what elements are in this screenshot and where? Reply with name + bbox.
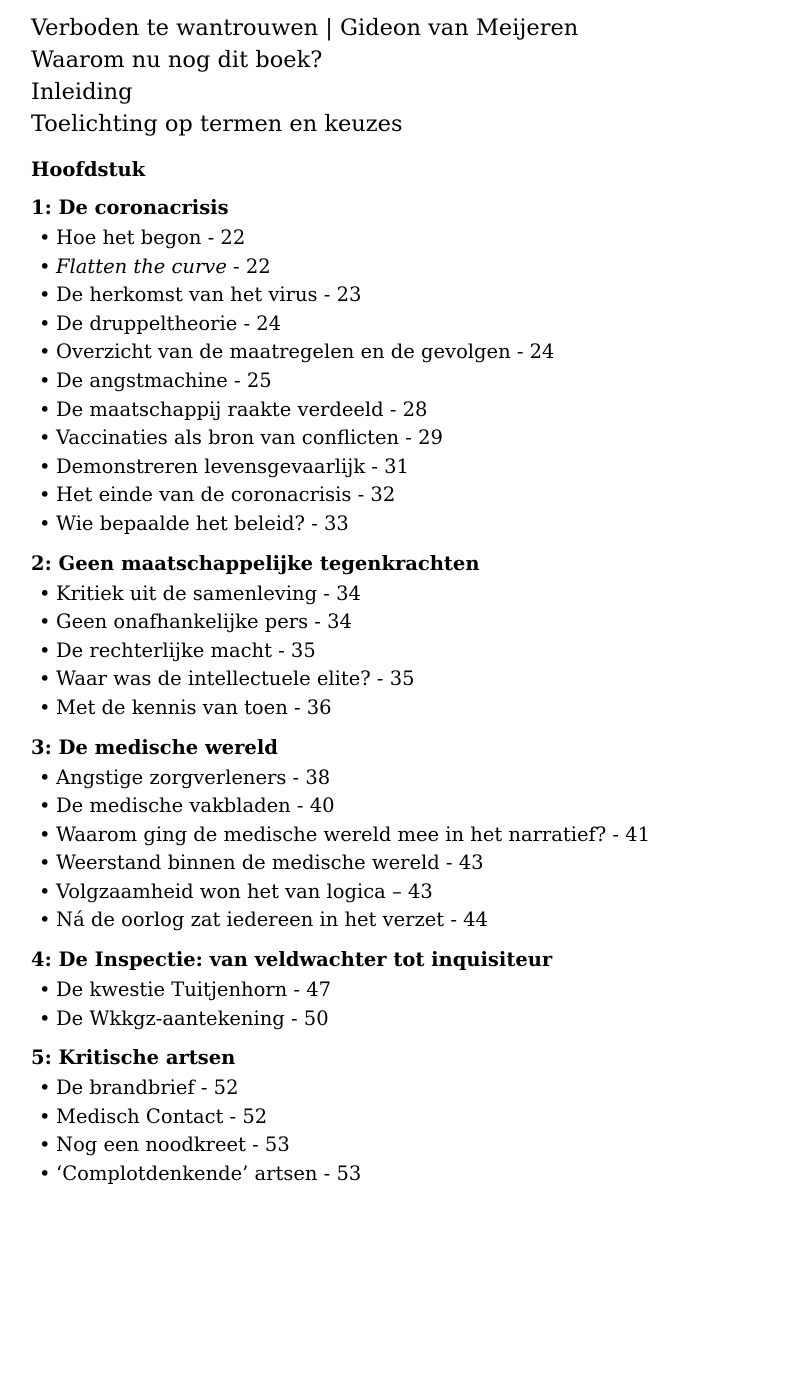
toc-item-page: 53: [336, 1162, 362, 1186]
toc-item[interactable]: [31, 849, 795, 878]
toc-item-page: 38: [305, 765, 331, 789]
toc-item-separator: -: [399, 426, 419, 450]
toc-item-separator: -: [201, 226, 221, 249]
toc-item-separator: -: [606, 822, 626, 846]
toc-item-separator: -: [383, 397, 403, 421]
toc-item-page: 41: [625, 822, 650, 846]
toc-item[interactable]: [31, 424, 795, 453]
toc-item-separator: -: [305, 511, 324, 535]
toc-item-title: Medisch Contact: [56, 1104, 224, 1128]
toc-item-separator: -: [290, 794, 310, 818]
toc-item-page: 34: [336, 581, 361, 605]
toc-item-separator: -: [308, 610, 328, 634]
chapter-4: [31, 947, 795, 1033]
toc-item[interactable]: [31, 1160, 795, 1189]
toc-item-page: 52: [242, 1104, 268, 1128]
toc-item-title: Vaccinaties als bron van conflicten: [56, 426, 400, 450]
toc-item[interactable]: [31, 637, 795, 666]
chapter-title: 2: Geen maatschappelijke tegenkrachten: [31, 551, 480, 575]
toc-item-title: De druppeltheorie: [56, 311, 238, 335]
chapter-items: [31, 764, 795, 936]
chapter-title: 5: Kritische artsen: [31, 1046, 236, 1070]
toc-item-separator: -: [439, 851, 459, 875]
toc-item-separator: -: [317, 1162, 337, 1186]
toc-item-page: 43: [407, 879, 433, 903]
toc-item[interactable]: [31, 281, 795, 310]
toc-item-page: 44: [463, 908, 488, 932]
toc-item-page: 35: [290, 638, 316, 662]
toc-item-title: Kritiek uit de samenleving: [56, 581, 318, 605]
toc-item-title: Ná de oorlog zat iedereen in het verzet: [56, 908, 445, 932]
toc-item-separator: -: [444, 908, 464, 932]
toc-item-title: De medische vakbladen: [56, 794, 291, 818]
toc-item[interactable]: [31, 367, 795, 396]
toc-item-page: 25: [246, 368, 272, 392]
toc-item-page: 24: [529, 340, 555, 364]
link-toelichting[interactable]: Toelichting op termen en keuzes: [31, 111, 403, 137]
toc-item[interactable]: [31, 821, 795, 850]
toc-item-separator: -: [351, 483, 371, 507]
toc-item-page: 35: [389, 667, 415, 691]
toc-item[interactable]: [31, 976, 795, 1005]
toc-item-title: Waar was de intellectuele elite?: [56, 667, 371, 691]
toc-item[interactable]: [31, 310, 795, 339]
toc-item-page: 40: [309, 794, 335, 818]
toc-item-separator: -: [227, 368, 247, 392]
toc-item[interactable]: [31, 1103, 795, 1132]
toc-item-title: De brandbrief: [56, 1076, 195, 1100]
toc-item[interactable]: [31, 665, 795, 694]
toc-item[interactable]: [31, 1131, 795, 1160]
toc-item-separator: -: [194, 1076, 214, 1100]
toc-item[interactable]: [31, 338, 795, 367]
chapter-title: 1: De coronacrisis: [31, 196, 229, 219]
toc-item-title: Overzicht van de maatregelen en de gevolgen: [56, 340, 511, 364]
toc-item-title: Demonstreren levensgevaarlijk: [56, 454, 366, 478]
toc-item[interactable]: [31, 878, 795, 907]
toc-item-separator: -: [510, 340, 530, 364]
toc-item[interactable]: [31, 1074, 795, 1103]
chapter-items: [31, 1074, 795, 1188]
front-matter-links: [31, 12, 795, 140]
toc-item-separator: -: [370, 667, 390, 691]
chapter-2: [31, 551, 795, 723]
chapter-title: 4: De Inspectie: van veldwachter tot inquisiteur: [31, 948, 553, 972]
toc-item-page: 22: [245, 254, 271, 278]
toc-item-separator: -: [284, 1006, 304, 1030]
toc-item-title: Het einde van de coronacrisis: [56, 483, 352, 507]
toc-item[interactable]: [31, 510, 795, 539]
link-waarom-nu[interactable]: Waarom nu nog dit boek?: [31, 47, 323, 73]
link-inleiding[interactable]: Inleiding: [31, 79, 133, 105]
chapter-title: 3: De medische wereld: [31, 735, 278, 759]
toc-item-title: Met de kennis van toen: [56, 695, 288, 719]
section-heading: Hoofdstuk: [31, 158, 146, 181]
toc-item-page: 31: [384, 454, 409, 478]
toc-item-separator: -: [287, 695, 307, 719]
toc-item-title: De rechterlijke macht: [56, 638, 272, 662]
toc-item-title: Geen onafhankelijke pers: [56, 610, 309, 634]
toc-item-page: 43: [458, 851, 484, 875]
toc-item-page: 28: [402, 397, 428, 421]
toc-item-title: Volgzaamheid won het van logica: [56, 879, 386, 903]
toc-item-title: Flatten the curve: [56, 254, 227, 278]
toc-item-title: De angstmachine: [56, 368, 228, 392]
chapter-3: [31, 735, 795, 936]
toc-item-page: 53: [264, 1133, 290, 1157]
toc-item-page: 33: [324, 511, 349, 535]
toc-item-separator: -: [365, 454, 385, 478]
toc-item-title: ‘Complotdenkende’ artsen: [56, 1162, 318, 1186]
toc-item-separator: -: [245, 1133, 265, 1157]
toc-item-separator: -: [317, 283, 337, 307]
toc-item-page: 47: [306, 978, 332, 1002]
toc-item-separator: -: [226, 254, 246, 278]
toc-item-title: Angstige zorgverleners: [56, 765, 287, 789]
toc-item-title: De maatschappij raakte verdeeld: [56, 397, 384, 421]
toc-item[interactable]: [31, 396, 795, 425]
toc-item[interactable]: [31, 453, 795, 482]
chapter-list: [31, 195, 795, 1189]
toc-item-page: 34: [327, 610, 352, 634]
toc-item[interactable]: [31, 580, 795, 609]
toc-item[interactable]: [31, 253, 795, 282]
toc-item-title: De herkomst van het virus: [56, 283, 318, 307]
toc-item-separator: -: [223, 1104, 243, 1128]
toc-item-separator: -: [317, 581, 337, 605]
toc-item-title: Hoe het begon: [56, 226, 202, 249]
toc-item-title: De kwestie Tuitjenhorn: [56, 978, 288, 1002]
chapter-5: [31, 1045, 795, 1188]
toc-item[interactable]: [31, 764, 795, 793]
chapter-items: [31, 224, 795, 539]
toc-item[interactable]: [31, 224, 795, 253]
chapter-1: [31, 195, 795, 539]
toc-item-page: 32: [370, 483, 396, 507]
toc-item-page: 52: [213, 1076, 239, 1100]
toc-item[interactable]: [31, 481, 795, 510]
toc-item[interactable]: [31, 694, 795, 723]
toc-item-title: Wie bepaalde het beleid?: [56, 511, 305, 535]
toc-item-page: 50: [303, 1006, 329, 1030]
toc-item-title: De Wkkgz-aantekening: [56, 1006, 285, 1030]
toc-item-page: 36: [306, 695, 332, 719]
link-title[interactable]: Verboden te wantrouwen | Gideon van Meijeren: [31, 15, 579, 41]
toc-item-page: 23: [336, 283, 362, 307]
toc-item[interactable]: [31, 792, 795, 821]
toc-item-page: 29: [418, 426, 443, 450]
toc-item[interactable]: [31, 608, 795, 637]
toc-item-title: Weerstand binnen de medische wereld: [56, 851, 440, 875]
chapter-items: [31, 580, 795, 723]
toc-item-separator: -: [286, 765, 306, 789]
toc-item-separator: -: [237, 311, 257, 335]
chapter-items: [31, 976, 795, 1033]
toc-item-page: 22: [220, 226, 246, 249]
toc-item[interactable]: [31, 1005, 795, 1034]
toc-item-title: Waarom ging de medische wereld mee in het narratief?: [56, 822, 607, 846]
toc-item-page: 24: [256, 311, 282, 335]
toc-item-separator: -: [271, 638, 291, 662]
toc-item-title: Nog een noodkreet: [56, 1133, 246, 1157]
toc-item-separator: –: [385, 879, 408, 903]
toc-item[interactable]: [31, 906, 795, 935]
toc-item-separator: -: [287, 978, 307, 1002]
